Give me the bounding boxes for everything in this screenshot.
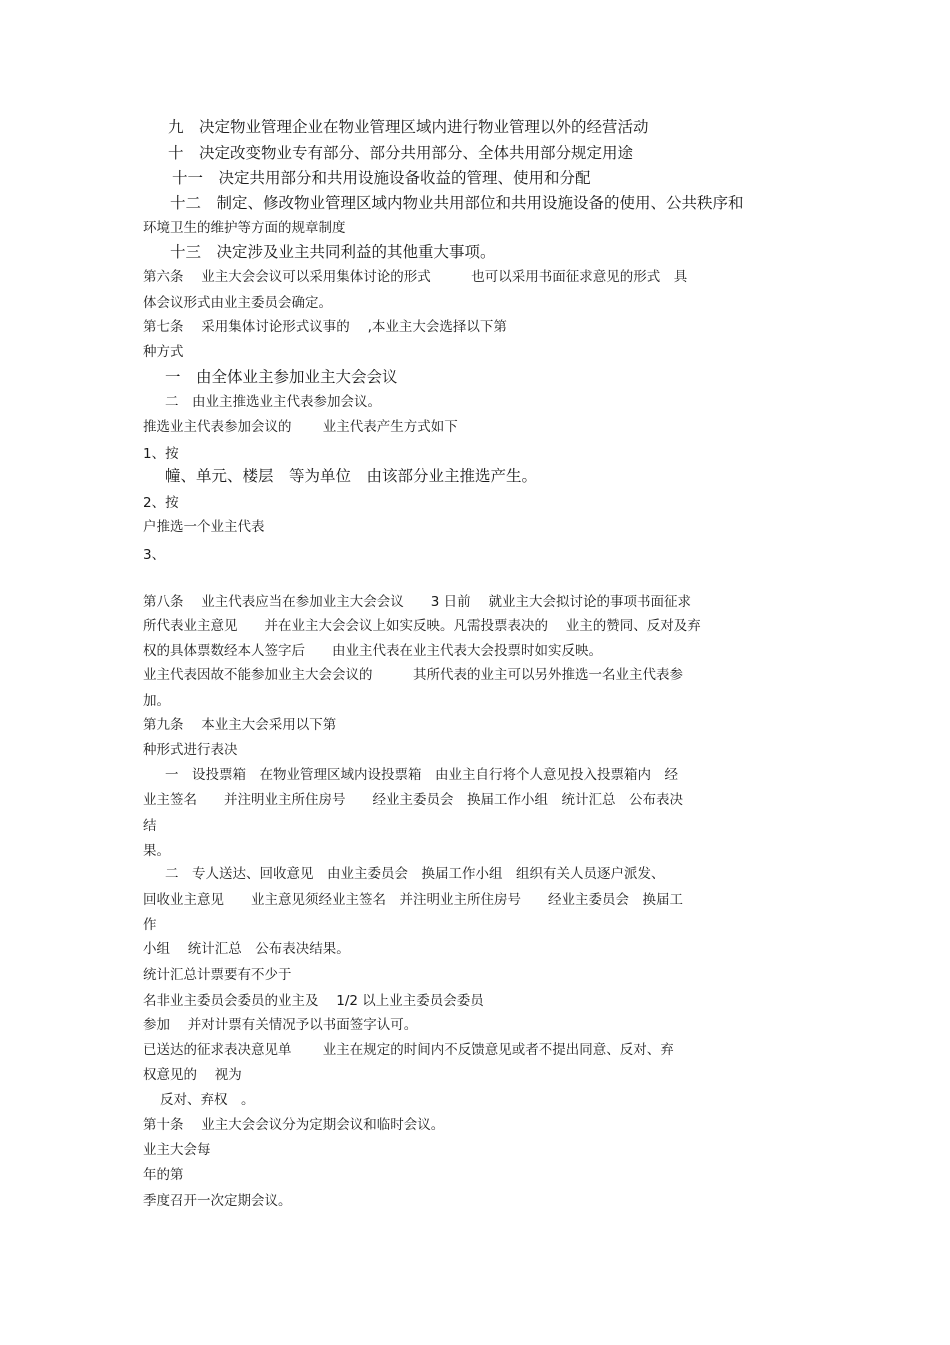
text-line: 业主代表因故不能参加业主大会会议的 其所代表的业主可以另外推选一名业主代表参	[143, 667, 683, 683]
text-line: 种方式	[143, 344, 184, 360]
text-line: 体会议形式由业主委员会确定。	[143, 295, 332, 311]
text-line: 第七条 采用集体讨论形式议事的 ,本业主大会选择以下第	[143, 319, 507, 335]
text-line: 推选业主代表参加会议的 业主代表产生方式如下	[143, 419, 458, 435]
text-line: 第十条 业主大会会议分为定期会议和临时会议。	[143, 1117, 445, 1133]
text-line: 环境卫生的维护等方面的规章制度	[143, 220, 346, 236]
text-line: 权的具体票数经本人签字后 由业主代表在业主代表大会投票时如实反映。	[143, 643, 602, 659]
text-line: 作	[143, 917, 157, 933]
text-line: 业主签名 并注明业主所住房号 经业主委员会 换届工作小组 统计汇总 公布表决	[143, 792, 683, 808]
text-line: 户推选一个业主代表	[143, 519, 265, 535]
text-line: 小组 统计汇总 公布表决结果。	[143, 941, 350, 957]
text-line: 1、按	[143, 446, 179, 462]
text-line: 第六条 业主大会会议可以采用集体讨论的形式 也可以采用书面征求意见的形式 具	[143, 269, 688, 285]
text-line: 反对、弃权 。	[160, 1092, 255, 1108]
text-line: 名非业主委员会委员的业主及 1/2 以上业主委员会委员	[143, 993, 484, 1009]
text-line: 2、按	[143, 495, 179, 511]
text-line: 权意见的 视为	[143, 1067, 242, 1083]
text-line: 一 由全体业主参加业主大会会议	[165, 368, 398, 386]
text-line: 3、	[143, 547, 166, 563]
text-line: 结	[143, 818, 157, 834]
text-line: 第八条 业主代表应当在参加业主大会会议 3 日前 就业主大会拟讨论的事项书面征求	[143, 594, 691, 610]
text-line: 九 决定物业管理企业在物业管理区域内进行物业管理以外的经营活动	[168, 118, 649, 136]
text-line: 二 专人送达、回收意见 由业主委员会 换届工作小组 组织有关人员逐户派发、	[165, 866, 665, 882]
text-line: 业主大会每	[143, 1142, 211, 1158]
text-line: 果。	[143, 843, 170, 859]
text-line: 加。	[143, 693, 170, 709]
text-line: 十一 决定共用部分和共用设施设备收益的管理、使用和分配	[172, 169, 591, 187]
text-line: 统计汇总计票要有不少于	[143, 967, 292, 983]
text-line: 种形式进行表决	[143, 742, 238, 758]
text-line: 十二 制定、修改物业管理区域内物业共用部位和共用设施设备的使用、公共秩序和	[170, 194, 744, 212]
text-line: 第九条 本业主大会采用以下第	[143, 717, 337, 733]
text-line: 回收业主意见 业主意见须经业主签名 并注明业主所住房号 经业主委员会 换届工	[143, 892, 683, 908]
text-line: 参加 并对计票有关情况予以书面签字认可。	[143, 1017, 418, 1033]
text-line: 所代表业主意见 并在业主大会会议上如实反映。凡需投票表决的 业主的赞同、反对及弃	[143, 618, 701, 634]
text-line: 一 设投票箱 在物业管理区域内设投票箱 由业主自行将个人意见投入投票箱内 经	[165, 767, 678, 783]
text-line: 十三 决定涉及业主共同利益的其他重大事项。	[170, 243, 496, 261]
text-line: 季度召开一次定期会议。	[143, 1193, 292, 1209]
text-line: 已送达的征求表决意见单 业主在规定的时间内不反馈意见或者不提出同意、反对、弃	[143, 1042, 674, 1058]
text-line: 年的第	[143, 1167, 184, 1183]
text-line: 幢、单元、楼层 等为单位 由该部分业主推选产生。	[165, 467, 538, 485]
text-line: 二 由业主推选业主代表参加会议。	[165, 394, 381, 410]
text-line: 十 决定改变物业专有部分、部分共用部分、全体共用部分规定用途	[168, 144, 634, 162]
